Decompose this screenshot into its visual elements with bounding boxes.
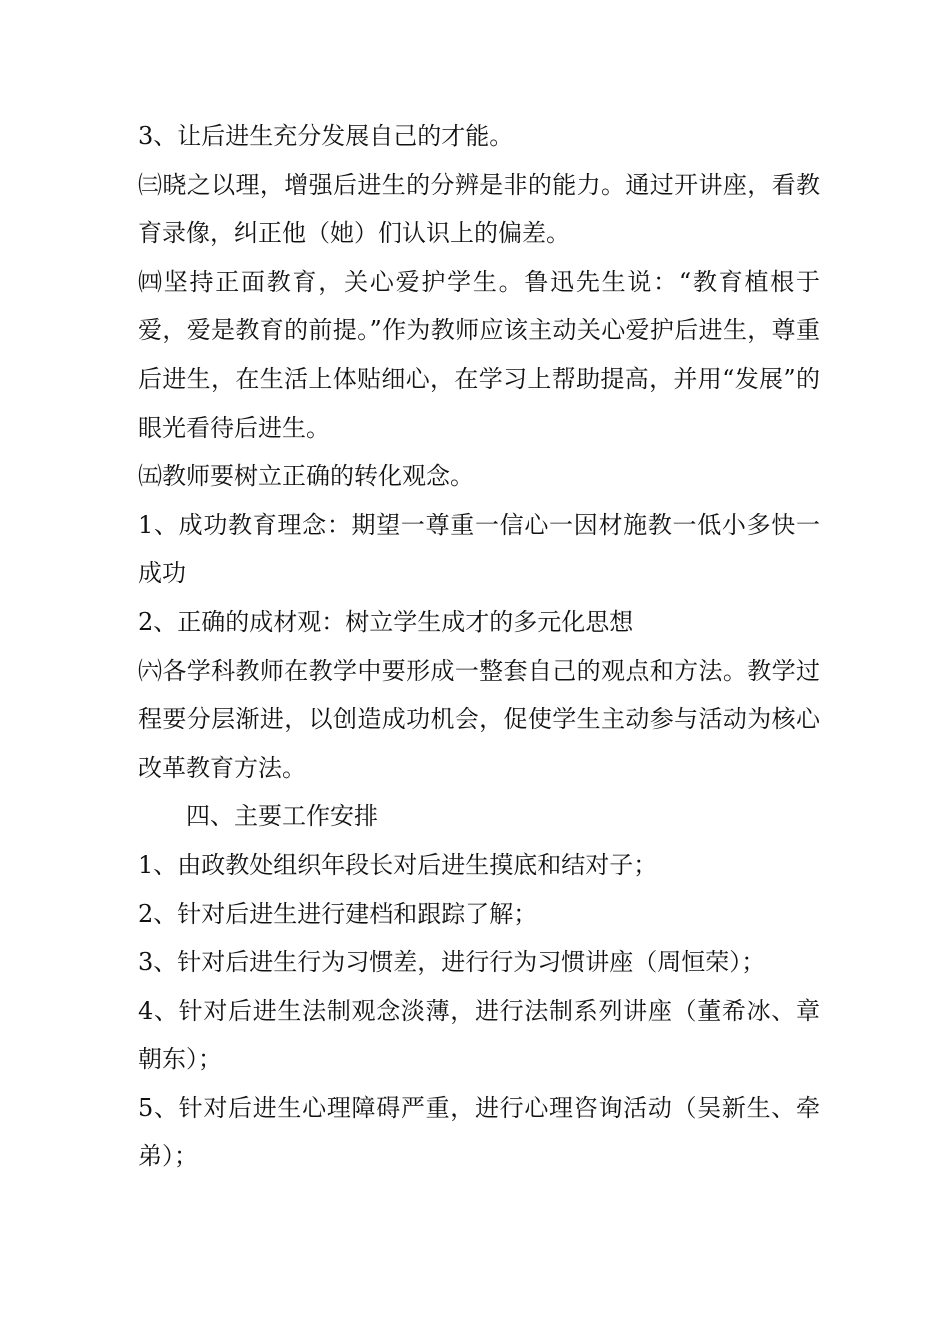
arrangement-item-1: 1、由政教处组织年段长对后进生摸底和结对子； [138, 850, 658, 879]
section-heading: 四、主要工作安排 [186, 802, 378, 831]
paragraph-teaching-methods: ㈥各学科教师在教学中要形成一整套自己的观点和方法。教学过程要分层渐进，以创造成功机会，促使学生主动参与活动为核心改革教育方法。 [138, 656, 820, 782]
paragraph-transformation-concept: ㈤教师要树立正确的转化观念。 [138, 462, 474, 491]
paragraph-item-3: 3、让后进生充分发展自己的才能。 [138, 122, 514, 150]
arrangement-item-3: 3、针对后进生行为习惯差，进行行为习惯讲座（周恒荣）； [138, 948, 766, 977]
arrangement-item-4: 4、针对后进生法制观念淡薄，进行法制系列讲座（董希冰、章朝东）； [138, 996, 820, 1074]
paragraph-talent-view: 2、正确的成材观：树立学生成才的多元化思想 [138, 607, 634, 636]
paragraph-success-education: 1、成功教育理念：期望一尊重一信心一因材施教一低小多快一成功 [138, 510, 820, 588]
paragraph-reasoning: ㈢晓之以理，增强后进生的分辨是非的能力。通过开讲座，看教育录像，纠正他（她）们认识上的偏差。 [138, 170, 820, 248]
paragraph-positive-education: ㈣坚持正面教育，关心爱护学生。鲁迅先生说：“教育植根于爱，爱是教育的前提。”作为教师应该主动关心爱护后进生，尊重后进生，在生活上体贴细心，在学习上帮助提高，并用“发展”的眼光看待后进生。 [138, 267, 820, 442]
body-text [138, 112, 820, 1181]
arrangement-item-2: 2、针对后进生进行建档和跟踪了解； [138, 899, 538, 928]
arrangement-item-5: 5、针对后进生心理障碍严重，进行心理咨询活动（吴新生、牵弟）； [138, 1093, 820, 1171]
